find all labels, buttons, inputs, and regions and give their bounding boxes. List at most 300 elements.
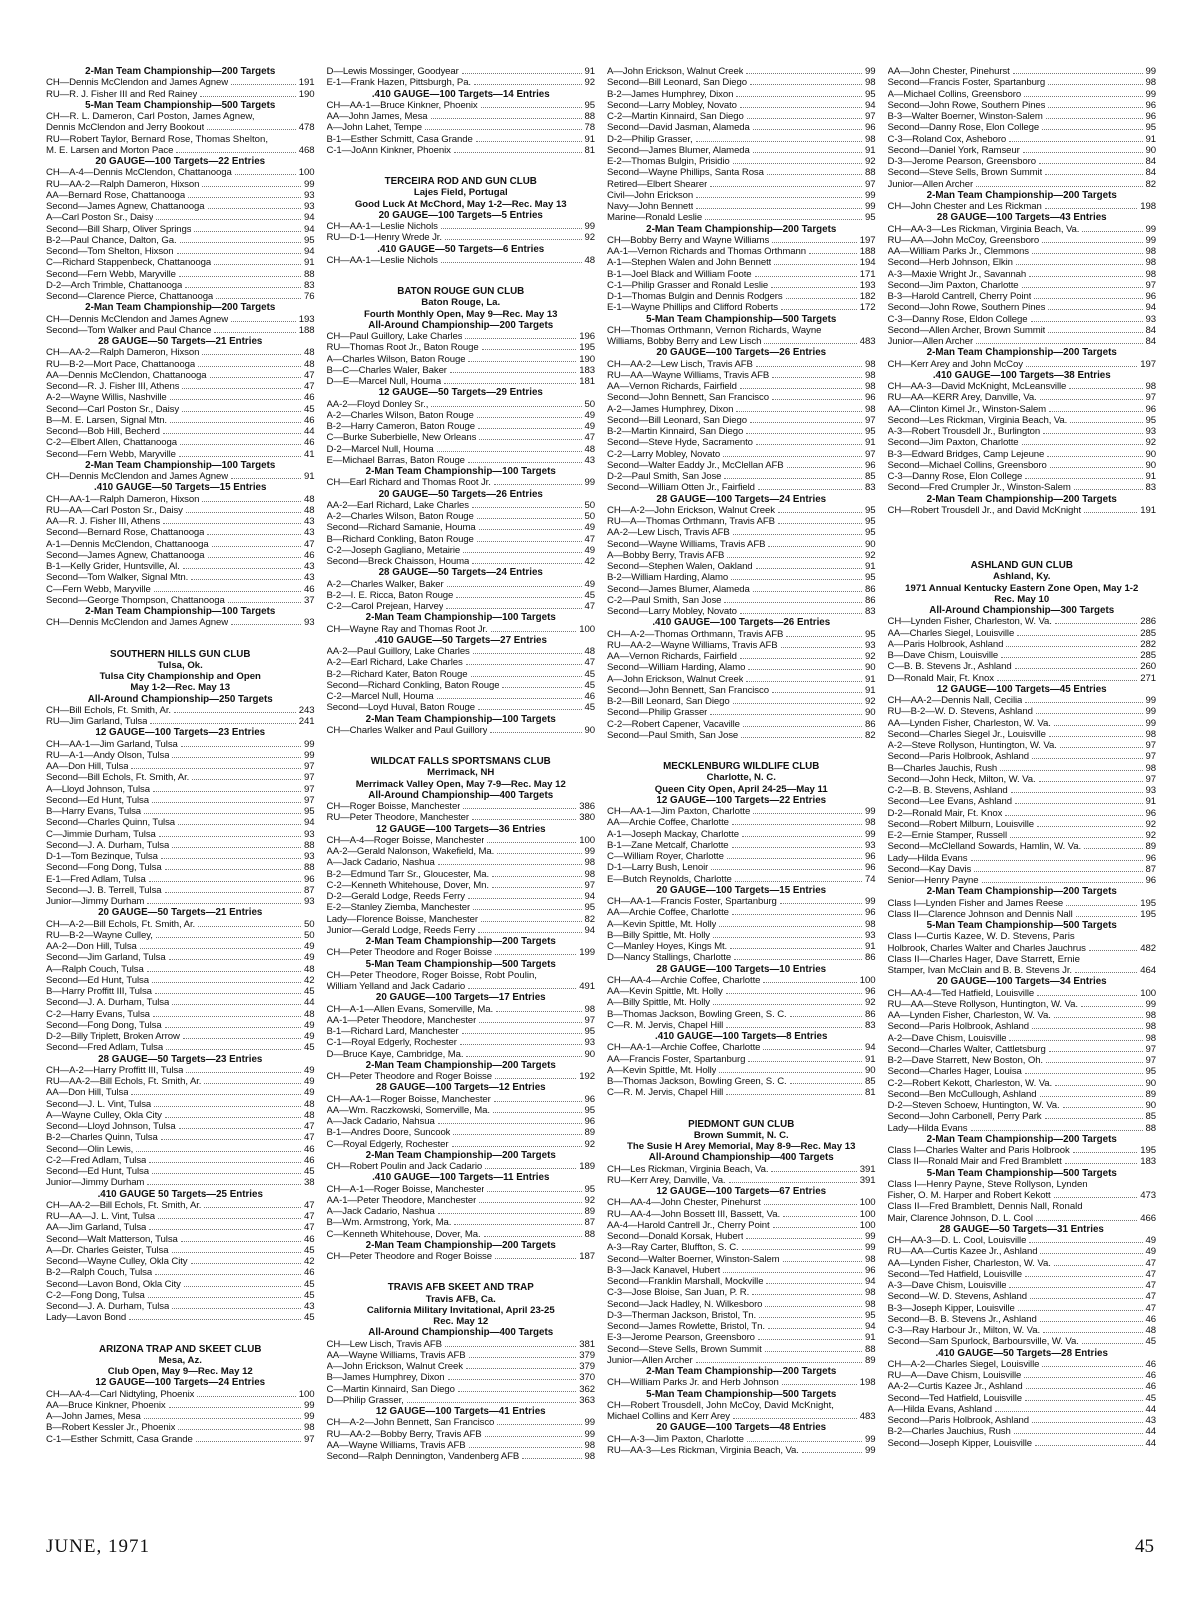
result-name: Second—John Rowe, Southern Pines xyxy=(887,99,1046,111)
club-name: BATON ROUGE GUN CLUB xyxy=(397,286,525,297)
dot-leader xyxy=(473,909,581,910)
result-score: 95 xyxy=(865,628,876,640)
result-row xyxy=(607,952,876,963)
dot-leader xyxy=(491,631,577,632)
result-score: 90 xyxy=(1145,1077,1156,1089)
result-score: 193 xyxy=(298,313,315,325)
result-row xyxy=(46,572,315,583)
dot-leader xyxy=(765,1351,862,1352)
result-row xyxy=(888,134,1157,145)
result-row xyxy=(888,1044,1157,1055)
result-name: Second—Joseph Kipper, Louisville xyxy=(887,1437,1033,1449)
dot-leader xyxy=(1048,107,1142,108)
result-name: Second—James Blumer, Alameda xyxy=(607,583,750,595)
result-row xyxy=(607,584,876,595)
result-name: C-2—Harry Evans, Tulsa xyxy=(46,1008,150,1020)
result-name: E-3—Jerome Pearson, Greensboro xyxy=(607,1332,755,1344)
result-name: AA—Vernon Richards, Fairfield xyxy=(607,651,737,662)
result-row xyxy=(607,1344,876,1355)
result-name: A—Bobby Berry, Travis AFB xyxy=(607,549,725,561)
result-score: 97 xyxy=(865,414,876,426)
result-name: CH—Dennis McClendon and James Agnew xyxy=(46,617,229,629)
result-name: Junior—Jimmy Durham xyxy=(46,896,145,907)
result-row xyxy=(327,1139,596,1150)
result-row xyxy=(46,415,315,426)
result-score: 386 xyxy=(579,801,595,812)
result-score: 91 xyxy=(865,1053,876,1065)
dot-leader xyxy=(753,152,862,153)
result-row xyxy=(607,1175,876,1186)
result-name: AA—Lynden Fisher, Charleston, W. Va. xyxy=(887,717,1051,729)
result-row xyxy=(888,437,1157,448)
result-row xyxy=(888,246,1157,257)
result-name: C-1—Philip Grasser and Ronald Leslie xyxy=(607,279,769,291)
result-score: 49 xyxy=(304,941,315,952)
result-score: 46 xyxy=(304,583,315,595)
result-score: 45 xyxy=(304,1289,315,1301)
dot-leader xyxy=(771,1171,856,1172)
result-score: 89 xyxy=(1145,841,1156,853)
dot-leader xyxy=(1026,366,1137,367)
result-score: 98 xyxy=(1145,762,1156,774)
result-row xyxy=(46,539,315,550)
result-name: B-3—Walter Boerner, Winston-Salem xyxy=(887,111,1043,122)
result-name: C—Burke Suberbielle, New Orleans xyxy=(326,432,477,444)
result-row xyxy=(888,1303,1157,1314)
result-row xyxy=(607,817,876,828)
result-name: Second—Lloyd Johnson, Tulsa xyxy=(46,1121,176,1132)
result-row xyxy=(327,556,596,567)
result-score: 271 xyxy=(1140,672,1156,684)
result-score: 188 xyxy=(298,324,315,336)
result-name: C—Jimmie Durham, Tulsa xyxy=(46,828,156,840)
result-row xyxy=(607,111,876,122)
result-name: CH—William Parks Jr. and Herb Johnson xyxy=(607,1377,779,1389)
result-row xyxy=(46,1065,315,1076)
dot-leader xyxy=(469,1447,582,1448)
dot-leader xyxy=(1009,141,1142,142)
result-name: D—Lewis Mossinger, Goodyear xyxy=(326,66,459,77)
dot-leader xyxy=(1011,792,1143,793)
result-row xyxy=(607,426,876,437)
result-name: A—Jack Cadario, Nashua xyxy=(326,857,435,869)
result-row xyxy=(327,691,596,702)
dot-leader xyxy=(696,208,862,209)
result-name: CH—Roger Boisse, Manchester xyxy=(326,801,461,812)
event-heading: .410 GAUGE—100 Targets—14 Entries xyxy=(371,88,550,100)
result-name: B-1—Zane Metcalf, Charlotte xyxy=(607,839,729,851)
result-score: 99 xyxy=(304,749,315,761)
result-name: RU—A-1—Andy Olson, Tulsa xyxy=(46,749,170,761)
result-row xyxy=(46,1290,315,1301)
result-row xyxy=(607,1355,876,1366)
result-score: 84 xyxy=(1145,324,1156,336)
dot-leader xyxy=(719,926,862,927)
result-row xyxy=(46,426,315,437)
dot-leader xyxy=(1043,433,1142,434)
result-score: 95 xyxy=(304,806,315,817)
result-row xyxy=(46,1222,315,1233)
dot-leader xyxy=(170,399,301,400)
result-name: Second—J. A. Durham, Tulsa xyxy=(46,839,170,851)
result-score: 47 xyxy=(304,1222,315,1234)
result-score: 91 xyxy=(865,684,876,696)
result-name: Lady—Lavon Bond xyxy=(46,1312,127,1324)
result-name: Second—Ed Hunt, Tulsa xyxy=(46,974,149,986)
dot-leader xyxy=(1042,129,1142,130)
dot-leader xyxy=(1075,972,1137,973)
dot-leader xyxy=(1045,1118,1143,1119)
result-row xyxy=(607,471,876,482)
result-name: C-2—Joseph Gagliano, Metairie xyxy=(326,544,461,556)
result-name: CH—AA-1—Francis Foster, Spartanburg xyxy=(607,896,777,907)
result-name: Second—Breck Chaisson, Houma xyxy=(326,556,470,567)
result-name: A—John Lahet, Tempe xyxy=(326,122,423,134)
dot-leader xyxy=(1032,758,1142,759)
dot-leader xyxy=(472,563,581,564)
result-score: 83 xyxy=(865,482,876,494)
dot-leader xyxy=(1046,1062,1143,1063)
dot-leader xyxy=(752,1294,862,1295)
result-row xyxy=(888,269,1157,280)
result-score: 48 xyxy=(304,493,315,505)
result-row xyxy=(607,359,876,370)
result-row xyxy=(888,291,1157,302)
dot-leader xyxy=(448,1379,577,1380)
result-name: B—C—Charles Waler, Baker xyxy=(326,364,447,376)
result-score: 92 xyxy=(865,156,876,167)
dot-leader xyxy=(196,1441,301,1442)
dot-leader xyxy=(497,853,581,854)
result-name: RU—Jim Garland, Tulsa xyxy=(46,716,148,727)
dot-leader xyxy=(462,1033,582,1034)
result-score: 91 xyxy=(865,561,876,572)
result-name: CH—A-2—John Erickson, Walnut Creek xyxy=(607,504,775,516)
result-name: C-2—Kenneth Whitehouse, Dover, Mn. xyxy=(326,879,489,891)
result-row xyxy=(327,1372,596,1383)
result-name: A-2—James Humphrey, Dixon xyxy=(607,403,734,415)
result-score: 198 xyxy=(859,1377,876,1389)
dot-leader xyxy=(460,1044,582,1045)
dot-leader xyxy=(730,948,862,949)
dot-leader xyxy=(724,478,862,479)
dot-leader xyxy=(755,276,857,277)
dot-leader xyxy=(1047,456,1142,457)
dot-leader xyxy=(159,836,301,837)
result-name: RU—AA—J. L. Vint, Tulsa xyxy=(46,1211,155,1222)
dot-leader xyxy=(1025,478,1142,479)
result-score: 45 xyxy=(304,403,315,415)
event-heading: 28 GAUGE—100 Targets—10 Entries xyxy=(656,963,827,975)
result-row xyxy=(607,167,876,178)
result-name: CH—Robert Trousdell Jr., and David McKnight xyxy=(887,504,1082,516)
result-name: A-3—Ray Carter, Bluffton, S. C. xyxy=(607,1242,739,1254)
club-name: ARIZONA TRAP AND SKEET CLUB xyxy=(99,1343,262,1355)
result-row xyxy=(888,1280,1157,1291)
result-row xyxy=(327,444,596,455)
result-row xyxy=(607,437,876,448)
result-row xyxy=(46,941,315,952)
dot-leader xyxy=(136,1151,301,1152)
result-row xyxy=(46,964,315,975)
result-name: D-1—Larry Bush, Lenoir xyxy=(607,862,709,874)
result-name: Senior—Henry Payne xyxy=(887,875,979,886)
result-row xyxy=(607,77,876,88)
shoot-info: California Military Invitational, April 23-25 xyxy=(366,1304,555,1316)
result-score: 92 xyxy=(584,1138,595,1150)
result-row xyxy=(607,662,876,673)
result-name: Second—Paris Holbrook, Ashland xyxy=(887,751,1030,763)
result-name: D-1—Tom Bezinque, Tulsa xyxy=(46,851,158,862)
result-row xyxy=(46,1256,315,1267)
result-score: 89 xyxy=(584,1127,595,1139)
result-score: 285 xyxy=(1140,650,1156,661)
result-row xyxy=(46,1110,315,1121)
result-name: B-2—James Humphrey, Dixon xyxy=(607,88,734,100)
dot-leader xyxy=(1054,1017,1143,1018)
result-row xyxy=(888,201,1157,212)
column-2 xyxy=(327,66,596,1506)
result-name: AA-2—Gerald Nalonson, Wakefield, Ma. xyxy=(326,846,495,857)
event-heading: 2-Man Team Championship—200 Targets xyxy=(85,302,276,314)
result-row xyxy=(888,77,1157,88)
result-row xyxy=(46,77,315,88)
result-text-line: CH—Robert Trousdell, John McCoy, David McKnight, xyxy=(607,1399,834,1411)
result-score: 192 xyxy=(579,1071,595,1082)
result-name: Second—Ted Hatfield, Louisville xyxy=(887,1268,1022,1280)
result-score: 98 xyxy=(1145,246,1156,257)
result-score: 92 xyxy=(1145,818,1156,830)
result-row xyxy=(607,997,876,1008)
result-name: C—R. M. Jervis, Chapel Hill xyxy=(607,1087,724,1099)
result-row xyxy=(327,1395,596,1406)
result-row xyxy=(888,1010,1157,1021)
result-row xyxy=(327,432,596,443)
result-row xyxy=(888,628,1157,639)
dot-leader xyxy=(155,1274,301,1275)
result-name: C—R. M. Jervis, Chapel Hill xyxy=(607,1019,724,1031)
result-name: RU—Peter Theodore, Manchester xyxy=(326,812,469,824)
dot-leader xyxy=(1032,1028,1142,1029)
event-heading: 2-Man Team Championship—200 Targets xyxy=(926,347,1117,359)
result-name: A-2—Charles Wilson, Baton Rouge xyxy=(326,409,474,421)
result-name: C-2—B. B. Stevens, Ashland xyxy=(887,785,1008,796)
result-row xyxy=(327,725,596,736)
result-name: AA—Jim Garland, Tulsa xyxy=(46,1222,147,1234)
result-score: 98 xyxy=(1145,268,1156,280)
result-score: 96 xyxy=(1145,111,1156,122)
result-name: D-2—Gerald Lodge, Reeds Ferry xyxy=(326,891,465,902)
result-name: B-2—Charles Quinn, Tulsa xyxy=(46,1132,158,1144)
result-row xyxy=(46,1042,315,1053)
result-name: AA-2—Don Hill, Tulsa xyxy=(46,941,137,952)
result-score: 97 xyxy=(865,448,876,460)
result-name: A—John Erickson, Walnut Creek xyxy=(607,673,744,685)
result-row xyxy=(888,235,1157,246)
result-name: RU—B-2—Wayne Culley, xyxy=(46,929,153,941)
result-name: B—Wm. Armstrong, York, Ma. xyxy=(326,1217,452,1229)
result-score: 95 xyxy=(865,516,876,527)
result-row xyxy=(327,1251,596,1262)
event-heading: 20 GAUGE—100 Targets—5 Entries xyxy=(378,209,543,221)
result-row xyxy=(607,862,876,873)
dot-leader xyxy=(466,664,582,665)
result-row xyxy=(607,1332,876,1343)
dot-leader xyxy=(1055,623,1137,624)
result-row xyxy=(46,930,315,941)
result-row xyxy=(327,846,596,857)
dot-leader xyxy=(186,512,301,513)
dot-leader xyxy=(169,959,301,960)
result-score: 282 xyxy=(1140,638,1156,650)
result-name: Second—Walter Eaddy Jr., McClellan AFB xyxy=(607,459,784,471)
result-score: 91 xyxy=(1145,133,1156,145)
result-score: 96 xyxy=(1145,291,1156,302)
dot-leader xyxy=(198,926,301,927)
result-row xyxy=(46,1411,315,1422)
result-score: 47 xyxy=(304,1211,315,1222)
result-name: D—Philip Grasser, xyxy=(326,1394,404,1406)
result-name: AA—Bernard Rose, Chattanooga xyxy=(46,189,186,201)
result-score: 98 xyxy=(1145,381,1156,392)
result-row xyxy=(327,702,596,713)
dot-leader xyxy=(742,1249,862,1250)
result-name: Second—Fred Crumpler Jr., Winston-Salem xyxy=(887,482,1071,494)
dot-leader xyxy=(976,343,1142,344)
result-name: B-3—Harold Cantrell, Cherry Point xyxy=(887,291,1032,302)
shoot-info: Ashland, Ky. xyxy=(993,571,1051,583)
result-row xyxy=(888,392,1157,403)
result-name: A-2—Dave Chism, Louisville xyxy=(887,1032,1007,1044)
club-name: PIEDMONT GUN CLUB xyxy=(688,1118,795,1130)
result-row xyxy=(607,674,876,685)
dot-leader xyxy=(772,377,862,378)
result-name: B—James Humphrey, Dixon xyxy=(326,1372,445,1384)
result-name: D—Ronald Mair, Ft. Knox xyxy=(887,672,994,684)
dot-leader xyxy=(1048,84,1142,85)
result-score: 46 xyxy=(304,1154,315,1166)
result-row xyxy=(888,751,1157,762)
result-score: 100 xyxy=(1140,987,1156,999)
result-name: A—Charles Wilson, Baton Rouge xyxy=(326,353,466,365)
dot-leader xyxy=(1025,1400,1143,1401)
dot-leader xyxy=(759,1317,862,1318)
dot-leader xyxy=(976,186,1142,187)
result-score: 83 xyxy=(304,279,315,291)
result-score: 90 xyxy=(1145,1100,1156,1111)
result-name: Second—Fern Webb, Maryville xyxy=(46,448,176,460)
result-score: 195 xyxy=(1140,908,1156,920)
dot-leader xyxy=(462,73,582,74)
result-score: 98 xyxy=(584,1003,595,1015)
result-score: 87 xyxy=(1145,863,1156,875)
event-heading: 28 GAUGE—100 Targets—24 Entries xyxy=(656,493,827,505)
result-row xyxy=(46,1301,315,1312)
event-heading: All-Around Championship—200 Targets xyxy=(368,319,554,331)
result-name: A-1—Stephen Walen and John Bennett xyxy=(607,257,772,269)
dot-leader xyxy=(468,898,582,899)
result-row xyxy=(888,1359,1157,1370)
result-score: 190 xyxy=(579,353,595,365)
result-score: 85 xyxy=(865,1076,876,1087)
result-score: 183 xyxy=(579,364,595,376)
result-name: D-2—Arch Trimble, Chattanooga xyxy=(46,279,183,291)
event-heading: .410 GAUGE—50 Targets—28 Entries xyxy=(935,1347,1108,1359)
result-score: 45 xyxy=(304,1042,315,1054)
result-name: C—Fern Webb, Maryville xyxy=(46,583,151,595)
dot-leader xyxy=(207,534,301,535)
result-name: CH—AA-4—Ted Hatfield, Louisville xyxy=(887,987,1035,999)
result-name: A—Carl Poston Sr., Daisy xyxy=(46,212,154,224)
result-score: 47 xyxy=(1145,1257,1156,1269)
dot-leader xyxy=(783,1261,862,1262)
column-1 xyxy=(46,66,315,1506)
event-heading: 20 GAUGE—100 Targets—26 Entries xyxy=(656,347,827,359)
result-score: 49 xyxy=(1145,1246,1156,1258)
result-score: 260 xyxy=(1140,661,1156,673)
result-score: 86 xyxy=(865,1008,876,1020)
result-score: 95 xyxy=(865,1309,876,1321)
result-row xyxy=(888,785,1157,796)
column-4 xyxy=(888,66,1157,1506)
result-score: 96 xyxy=(1145,99,1156,111)
result-name: Second—Philip Grasser xyxy=(607,707,708,719)
result-score: 37 xyxy=(304,594,315,606)
dot-leader xyxy=(149,881,301,882)
result-score: 98 xyxy=(865,358,876,370)
result-row xyxy=(888,336,1157,347)
result-row xyxy=(327,534,596,545)
result-name: RU—Kerr Arey, Danville, Va. xyxy=(607,1174,726,1186)
result-row xyxy=(327,1049,596,1060)
result-score: 189 xyxy=(579,1161,595,1172)
result-score: 96 xyxy=(865,907,876,919)
result-name: AA-2—Lew Lisch, Travis AFB xyxy=(607,527,730,539)
result-row xyxy=(46,516,315,527)
result-score: 88 xyxy=(584,111,595,122)
result-name: AA-1—Vernon Richards and Thomas Orthmann xyxy=(607,246,806,257)
result-name: B—Thomas Jackson, Bowling Green, S. C. xyxy=(607,1008,787,1020)
result-score: 45 xyxy=(1145,1336,1156,1348)
result-name: AA—Wayne Williams, Travis AFB xyxy=(326,1349,466,1361)
result-score: 50 xyxy=(584,499,595,511)
result-row xyxy=(46,1200,315,1211)
result-score: 195 xyxy=(1140,897,1156,909)
result-score: 43 xyxy=(304,572,315,584)
dot-leader xyxy=(1084,848,1142,849)
dot-leader xyxy=(172,1308,301,1309)
dot-leader xyxy=(502,687,581,688)
result-row xyxy=(46,1166,315,1177)
result-name: CH—AA-2—Dennis Nall, Cecilia xyxy=(887,695,1023,706)
result-text-line: CH—Peter Theodore, Roger Boisse, Robt Poulin, xyxy=(326,969,537,981)
result-score: 49 xyxy=(584,544,595,556)
dot-leader xyxy=(1070,422,1142,423)
result-row xyxy=(327,255,596,266)
dot-leader xyxy=(1030,1298,1143,1299)
result-name: CH—AA-1—Leslie Nichols xyxy=(326,221,438,232)
result-row xyxy=(46,584,315,595)
dot-leader xyxy=(149,1162,301,1163)
dot-leader xyxy=(165,892,302,893)
result-score: 48 xyxy=(304,358,315,370)
dot-leader xyxy=(198,366,301,367)
result-row xyxy=(888,706,1157,717)
result-row xyxy=(607,404,876,415)
result-name: A—John Erickson, Walnut Creek xyxy=(607,66,744,77)
event-heading: All-Around Championship—400 Targets xyxy=(368,1327,554,1339)
result-row xyxy=(607,930,876,941)
